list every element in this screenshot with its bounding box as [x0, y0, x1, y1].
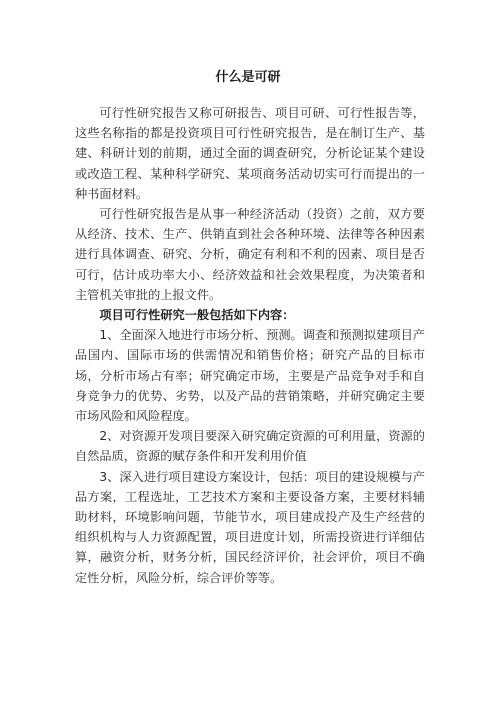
- document-body: [75, 103, 425, 588]
- list-item-resource-development: 2、对资源开发项目要深入研究确定资源的可利用量，资源的自然品质，资源的赋存条件和开发利用价值: [75, 429, 425, 464]
- list-item-market-analysis: 1、全面深入地进行市场分析、预测。调查和预测拟建项目产品国内、国际市场的供需情况和销售价格；研究产品的目标市场，分析市场占有率；研究确定市场，主要是产品竞争对手和自身竞争力的优势、劣势，以及产品的营销策略，并研究确定主要市场风险和风险程度。: [75, 328, 425, 424]
- section-heading: 项目可行性研究一般包括如下内容：: [99, 308, 295, 323]
- paragraph-definition: 可行性研究报告又称可研报告、项目可研、可行性报告等，这些名称指的都是投资项目可行性研究报告，是在制订生产、基建、科研计划的前期，通过全面的调查研究，分析论证某个建设或改造工程、某种科学研究、某项商务活动切实可行而提出的一种书面材料。: [75, 106, 425, 201]
- list-item-construction-plan: 3、深入进行项目建设方案设计，包括：项目的建设规模与产品方案，工程选址，工艺技术方案和主要设备方案，主要材料辅助材料，环境影响问题，节能节水，项目建成投产及生产经营的组织机构与人力资源配置，项目进度计划，所需投资进行详细估算，融资分析，财务分析，国民经济评价，社会评价，项目不确定性分析，风险分析，综合评价等等。: [75, 469, 425, 585]
- page-title: 什么是可研: [215, 70, 281, 85]
- paragraph-purpose: 可行性研究报告是从事一种经济活动（投资）之前，双方要从经济、技术、生产、供销直到社会各种环境、法律等各种因素进行具体调查、研究、分析，确定有利和不利的因素、项目是否可行，估计成功率大小、经济效益和社会效果程度，为决策者和主管机关审批的上报文件。: [75, 207, 425, 302]
